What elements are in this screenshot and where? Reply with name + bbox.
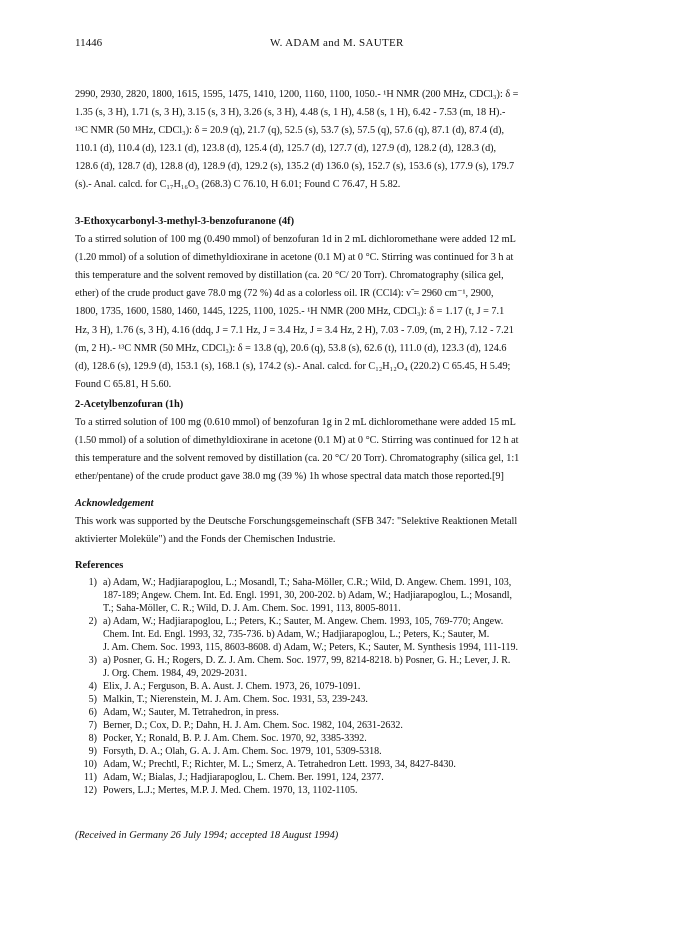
text-line: 1.35 (s, 3 H), 1.71 (s, 3 H), 3.15 (s, 3 H), 3.26 (s, 3 H), 4.48 (s, 1 H), 4.58 (s, 1 H), 6.42 - 7.53 (m, 18 H).-	[75, 107, 506, 119]
reference-number: 1)	[88, 577, 97, 588]
reference-number: 2)	[88, 616, 97, 627]
reference-text	[103, 654, 610, 680]
text-line: aktivierter Moleküle") and the Fonds der Chemischen Industrie.	[75, 534, 336, 546]
reference-number: 8)	[88, 733, 97, 744]
text-line: this temperature and the solvent removed by distillation (ca. 20 °C/ 20 Torr). Chromatography (silica gel, 1:1	[75, 453, 520, 465]
text-line: To a stirred solution of 100 mg (0.490 mmol) of benzofuran 1d in 2 mL dichloromethane were added 12 mL	[75, 234, 516, 246]
acknowledgement-heading: Acknowledgement	[75, 498, 154, 509]
reference-line: J. Am. Chem. Soc. 1993, 115, 8603-8608. d) Adam, W.; Peters, K.; Sauter, M. Synthesis 1994, 111-119.	[103, 642, 519, 653]
reference-item	[75, 784, 610, 797]
text-line: 1800, 1735, 1600, 1580, 1460, 1445, 1225, 1100, 1025.- ¹H NMR (200 MHz, CDCl₃): δ = 1.17 (t, J = 7.1	[75, 306, 505, 318]
reference-line: Malkin, T.; Nierenstein, M. J. Am. Chem. Soc. 1931, 53, 239-243.	[103, 694, 368, 705]
reference-number: 6)	[88, 707, 97, 718]
reference-number: 7)	[88, 720, 97, 731]
reference-text	[103, 758, 610, 771]
section-heading: 3-Ethoxycarbonyl-3-methyl-3-benzofuranone (4f)	[75, 216, 295, 227]
reference-item	[75, 719, 610, 732]
section-1h	[75, 396, 605, 486]
reference-line: 187-189; Angew. Chem. Int. Ed. Engl. 1991, 30, 200-202. b) Adam, W.; Hadjiarapoglou, L.; Mosandl,	[103, 590, 513, 601]
reference-number: 11)	[84, 772, 97, 783]
reference-number: 10)	[83, 759, 97, 770]
received-note: (Received in Germany 26 July 1994; accepted 18 August 1994)	[75, 830, 339, 841]
reference-line: Adam, W.; Sauter, M. Tetrahedron, in press.	[103, 707, 279, 718]
text-line: To a stirred solution of 100 mg (0.610 mmol) of benzofuran 1g in 2 mL dichloromethane were added 15 mL	[75, 417, 516, 429]
reference-line: a) Posner, G. H.; Rogers, D. Z. J. Am. Chem. Soc. 1977, 99, 8214-8218. b) Posner, G. H.; Lever, J. R.	[103, 655, 511, 666]
reference-line: Adam, W.; Prechtl, F.; Richter, M. L.; Smerz, A. Tetrahedron Lett. 1993, 34, 8427-8430.	[103, 759, 456, 770]
text-line: 110.1 (d), 110.4 (d), 123.1 (d), 123.8 (d), 125.4 (d), 125.7 (d), 127.7 (d), 127.9 (d), 128.2 (d), 128.3 (d),	[75, 143, 497, 155]
text-line: This work was supported by the Deutsche Forschungsgemeinschaft (SFB 347: "Selektive Reaktionen Metall	[75, 516, 518, 528]
reference-item	[75, 771, 610, 784]
reference-number: 12)	[83, 785, 97, 796]
text-line: ¹³C NMR (50 MHz, CDCl₃): δ = 20.9 (q), 21.7 (q), 52.5 (s), 53.7 (s), 57.5 (q), 57.6 (q), 87.1 (d), 87.4 (d),	[75, 125, 505, 137]
references-section	[75, 558, 610, 797]
reference-text	[103, 719, 610, 732]
reference-number: 4)	[88, 681, 97, 692]
reference-text	[103, 576, 610, 615]
text-line: 128.6 (d), 128.7 (d), 128.8 (d), 128.9 (d), 129.2 (s), 135.2 (d) 136.0 (s), 152.7 (s), 153.6 (s), 177.9 (s), 179.7	[75, 161, 515, 173]
references-heading: References	[75, 560, 124, 571]
reference-line: T.; Saha-Möller, C. R.; Wild, D. J. Am. Chem. Soc. 1991, 113, 8005-8011.	[103, 603, 401, 614]
reference-number: 5)	[88, 694, 97, 705]
reference-line: J. Org. Chem. 1984, 49, 2029-2031.	[103, 668, 247, 679]
text-line: Hz, 3 H), 1.76 (s, 3 H), 4.16 (ddq, J = 7.1 Hz, J = 3.4 Hz, J = 3.4 Hz, 2 H), 7.03 - 7.09, (m, 2 H), 7.12 - 7.21	[75, 324, 514, 336]
reference-item	[75, 745, 610, 758]
reference-text	[103, 706, 610, 719]
reference-line: Powers, L.J.; Mertes, M.P. J. Med. Chem. 1970, 13, 1102-1105.	[103, 785, 358, 796]
text-line: (s).- Anal. calcd. for C₁₇H₁₆O₃ (268.3) C 76.10, H 6.01; Found C 76.47, H 5.82.	[75, 179, 401, 191]
text-line: (m, 2 H).- ¹³C NMR (50 MHz, CDCl₃): δ = 13.8 (q), 20.6 (q), 53.8 (s), 62.6 (t), 111.0 (d), 123.3 (d), 124.6	[75, 342, 507, 354]
text-line: (d), 128.6 (s), 129.9 (d), 153.1 (s), 168.1 (s), 174.2 (s).- Anal. calcd. for C₁₂H₁₂O₄ (220.2) C 65.45, H 5.49;	[75, 360, 511, 372]
text-line: 2990, 2930, 2820, 1800, 1615, 1595, 1475, 1410, 1200, 1160, 1100, 1050.- ¹H NMR (200 MHz, CDCl₃): δ =	[75, 89, 519, 100]
page-header	[75, 37, 615, 51]
text-line: this temperature and the solvent removed by distillation (ca. 20 °C/ 20 Torr). Chromatography (silica gel,	[75, 270, 504, 282]
reference-line: Pocker, Y.; Ronald, B. P. J. Am. Chem. Soc. 1970, 92, 3385-3392.	[103, 733, 367, 744]
reference-item	[75, 732, 610, 745]
reference-number: 9)	[88, 746, 97, 757]
reference-line: Elix, J. A.; Ferguson, B. A. Aust. J. Chem. 1973, 26, 1079-1091.	[103, 681, 361, 692]
reference-item	[75, 680, 610, 693]
reference-item	[75, 654, 610, 680]
reference-text	[103, 784, 610, 797]
section-heading: 2-Acetylbenzofuran (1h)	[75, 399, 184, 410]
running-title: W. ADAM and M. SAUTER	[270, 37, 404, 49]
spectral-data-continuation	[75, 86, 605, 195]
reference-text	[103, 771, 610, 784]
reference-text	[103, 732, 610, 745]
reference-text	[103, 693, 610, 706]
reference-item	[75, 615, 610, 654]
reference-item	[75, 693, 610, 706]
reference-item	[75, 758, 610, 771]
reference-line: Berner, D.; Cox, D. P.; Dahn, H. J. Am. Chem. Soc. 1982, 104, 2631-2632.	[103, 720, 403, 731]
reference-item	[75, 576, 610, 615]
text-line: (1.50 mmol) of a solution of dimethyldioxirane in acetone (0.1 M) at 0 °C. Stirring was continued for 12 h at	[75, 435, 519, 447]
section-4f	[75, 213, 605, 394]
reference-line: a) Adam, W.; Hadjiarapoglou, L.; Mosandl, T.; Saha-Möller, C.R.; Wild, D. Angew. Chem. 1991, 103,	[103, 577, 512, 588]
text-line: (1.20 mmol) of a solution of dimethyldioxirane in acetone (0.1 M) at 0 °C. Stirring was continued for 3 h at	[75, 252, 514, 264]
text-line: ether) of the crude product gave 78.0 mg (72 %) 4d as a colorless oil. IR (CCl4): ν̃ = 2960 cm⁻¹, 2900,	[75, 288, 494, 300]
reference-line: Chem. Int. Ed. Engl. 1993, 32, 735-736. b) Adam, W.; Hadjiarapoglou, L.; Peters, K.; Sauter, M.	[103, 629, 490, 640]
reference-item	[75, 706, 610, 719]
reference-line: a) Adam, W.; Hadjiarapoglou, L.; Peters, K.; Sauter, M. Angew. Chem. 1993, 105, 769-770; Angew.	[103, 616, 504, 627]
page-number: 11446	[75, 37, 103, 49]
reference-line: Forsyth, D. A.; Olah, G. A. J. Am. Chem. Soc. 1979, 101, 5309-5318.	[103, 746, 382, 757]
reference-text	[103, 745, 610, 758]
reference-text	[103, 680, 610, 693]
text-line: ether/pentane) of the crude product gave 38.0 mg (39 %) 1h whose spectral data match those reported.[9]	[75, 471, 504, 483]
reference-line: Adam, W.; Bialas, J.; Hadjiarapoglou, L. Chem. Ber. 1991, 124, 2377.	[103, 772, 384, 783]
text-line: Found C 65.81, H 5.60.	[75, 378, 172, 390]
reference-text	[103, 615, 610, 654]
reference-number: 3)	[88, 655, 97, 666]
reference-list	[75, 576, 610, 797]
acknowledgement-section	[75, 495, 605, 549]
